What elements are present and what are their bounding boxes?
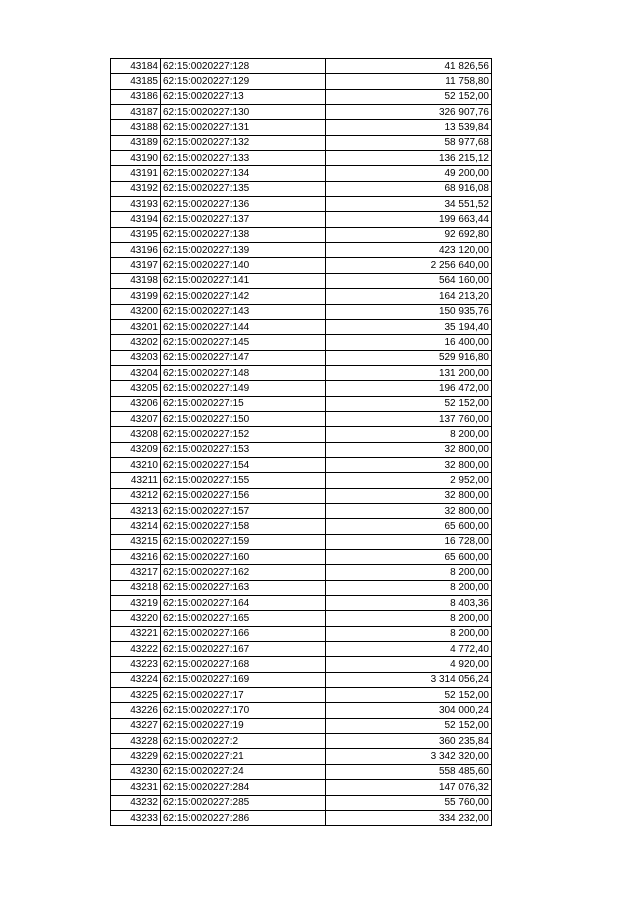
value-cell: 52 152,00 — [326, 718, 492, 733]
value-cell: 423 120,00 — [326, 243, 492, 258]
row-id-cell: 43203 — [111, 350, 161, 365]
value-cell: 4 920,00 — [326, 657, 492, 672]
table-row — [111, 780, 492, 795]
cadastral-number-cell: 62:15:0020227:131 — [161, 120, 326, 135]
row-id-cell: 43209 — [111, 442, 161, 457]
table-row — [111, 580, 492, 595]
row-id-cell: 43215 — [111, 534, 161, 549]
row-id-cell: 43210 — [111, 457, 161, 472]
value-cell: 49 200,00 — [326, 166, 492, 181]
row-id-cell: 43197 — [111, 258, 161, 273]
table-row — [111, 166, 492, 181]
value-cell: 52 152,00 — [326, 688, 492, 703]
row-id-cell: 43196 — [111, 243, 161, 258]
cadastral-number-cell: 62:15:0020227:135 — [161, 181, 326, 196]
row-id-cell: 43221 — [111, 626, 161, 641]
value-cell: 34 551,52 — [326, 197, 492, 212]
cadastral-number-cell: 62:15:0020227:165 — [161, 611, 326, 626]
table-row — [111, 657, 492, 672]
cadastral-number-cell: 62:15:0020227:24 — [161, 764, 326, 779]
value-cell: 3 314 056,24 — [326, 672, 492, 687]
value-cell: 3 342 320,00 — [326, 749, 492, 764]
value-cell: 558 485,60 — [326, 764, 492, 779]
table-row — [111, 335, 492, 350]
table-row — [111, 488, 492, 503]
table-row — [111, 135, 492, 150]
value-cell: 360 235,84 — [326, 734, 492, 749]
value-cell: 196 472,00 — [326, 381, 492, 396]
table-row — [111, 519, 492, 534]
row-id-cell: 43232 — [111, 795, 161, 810]
cadastral-number-cell: 62:15:0020227:144 — [161, 319, 326, 334]
row-id-cell: 43193 — [111, 197, 161, 212]
row-id-cell: 43187 — [111, 105, 161, 120]
row-id-cell: 43227 — [111, 718, 161, 733]
cadastral-number-cell: 62:15:0020227:138 — [161, 227, 326, 242]
table-row — [111, 427, 492, 442]
table-body — [111, 59, 492, 826]
cadastral-number-cell: 62:15:0020227:17 — [161, 688, 326, 703]
cadastral-number-cell: 62:15:0020227:164 — [161, 596, 326, 611]
row-id-cell: 43191 — [111, 166, 161, 181]
table-row — [111, 550, 492, 565]
cadastral-number-cell: 62:15:0020227:169 — [161, 672, 326, 687]
value-cell: 334 232,00 — [326, 810, 492, 825]
value-cell: 8 200,00 — [326, 427, 492, 442]
row-id-cell: 43190 — [111, 151, 161, 166]
row-id-cell: 43223 — [111, 657, 161, 672]
table-row — [111, 411, 492, 426]
row-id-cell: 43189 — [111, 135, 161, 150]
row-id-cell: 43219 — [111, 596, 161, 611]
table-row — [111, 749, 492, 764]
row-id-cell: 43216 — [111, 550, 161, 565]
value-cell: 150 935,76 — [326, 304, 492, 319]
value-cell: 147 076,32 — [326, 780, 492, 795]
row-id-cell: 43184 — [111, 59, 161, 74]
table-row — [111, 642, 492, 657]
table-row — [111, 59, 492, 74]
table-row — [111, 273, 492, 288]
cadastral-number-cell: 62:15:0020227:285 — [161, 795, 326, 810]
table-row — [111, 810, 492, 825]
table-row — [111, 396, 492, 411]
row-id-cell: 43222 — [111, 642, 161, 657]
row-id-cell: 43212 — [111, 488, 161, 503]
cadastral-number-cell: 62:15:0020227:19 — [161, 718, 326, 733]
value-cell: 8 200,00 — [326, 580, 492, 595]
row-id-cell: 43211 — [111, 473, 161, 488]
value-cell: 16 728,00 — [326, 534, 492, 549]
table-row — [111, 304, 492, 319]
table-row — [111, 365, 492, 380]
cadastral-number-cell: 62:15:0020227:159 — [161, 534, 326, 549]
value-cell: 58 977,68 — [326, 135, 492, 150]
row-id-cell: 43200 — [111, 304, 161, 319]
row-id-cell: 43220 — [111, 611, 161, 626]
table-row — [111, 319, 492, 334]
value-cell: 137 760,00 — [326, 411, 492, 426]
row-id-cell: 43214 — [111, 519, 161, 534]
cadastral-number-cell: 62:15:0020227:21 — [161, 749, 326, 764]
table-row — [111, 672, 492, 687]
row-id-cell: 43204 — [111, 365, 161, 380]
row-id-cell: 43230 — [111, 764, 161, 779]
cadastral-number-cell: 62:15:0020227:286 — [161, 810, 326, 825]
table-row — [111, 227, 492, 242]
table-row — [111, 503, 492, 518]
cadastral-number-cell: 62:15:0020227:162 — [161, 565, 326, 580]
row-id-cell: 43205 — [111, 381, 161, 396]
value-cell: 2 952,00 — [326, 473, 492, 488]
cadastral-number-cell: 62:15:0020227:167 — [161, 642, 326, 657]
value-cell: 8 200,00 — [326, 611, 492, 626]
value-cell: 326 907,76 — [326, 105, 492, 120]
table-row — [111, 243, 492, 258]
table-row — [111, 120, 492, 135]
table-row — [111, 611, 492, 626]
document-page — [110, 58, 492, 826]
value-cell: 32 800,00 — [326, 503, 492, 518]
cadastral-number-cell: 62:15:0020227:155 — [161, 473, 326, 488]
value-cell: 11 758,80 — [326, 74, 492, 89]
cadastral-number-cell: 62:15:0020227:152 — [161, 427, 326, 442]
value-cell: 55 760,00 — [326, 795, 492, 810]
table-row — [111, 74, 492, 89]
value-cell: 41 826,56 — [326, 59, 492, 74]
value-cell: 68 916,08 — [326, 181, 492, 196]
row-id-cell: 43208 — [111, 427, 161, 442]
table-row — [111, 181, 492, 196]
row-id-cell: 43225 — [111, 688, 161, 703]
cadastral-number-cell: 62:15:0020227:157 — [161, 503, 326, 518]
table-row — [111, 197, 492, 212]
row-id-cell: 43186 — [111, 89, 161, 104]
row-id-cell: 43195 — [111, 227, 161, 242]
value-cell: 164 213,20 — [326, 289, 492, 304]
value-cell: 13 539,84 — [326, 120, 492, 135]
row-id-cell: 43229 — [111, 749, 161, 764]
table-row — [111, 258, 492, 273]
table-row — [111, 381, 492, 396]
value-cell: 16 400,00 — [326, 335, 492, 350]
value-cell: 2 256 640,00 — [326, 258, 492, 273]
row-id-cell: 43194 — [111, 212, 161, 227]
cadastral-number-cell: 62:15:0020227:284 — [161, 780, 326, 795]
value-cell: 529 916,80 — [326, 350, 492, 365]
row-id-cell: 43224 — [111, 672, 161, 687]
table-row — [111, 473, 492, 488]
table-row — [111, 626, 492, 641]
table-row — [111, 565, 492, 580]
row-id-cell: 43201 — [111, 319, 161, 334]
row-id-cell: 43233 — [111, 810, 161, 825]
cadastral-number-cell: 62:15:0020227:130 — [161, 105, 326, 120]
table-row — [111, 718, 492, 733]
cadastral-number-cell: 62:15:0020227:154 — [161, 457, 326, 472]
table-row — [111, 534, 492, 549]
value-cell: 8 200,00 — [326, 565, 492, 580]
row-id-cell: 43207 — [111, 411, 161, 426]
cadastral-number-cell: 62:15:0020227:133 — [161, 151, 326, 166]
cadastral-value-table — [110, 58, 492, 826]
cadastral-number-cell: 62:15:0020227:168 — [161, 657, 326, 672]
row-id-cell: 43199 — [111, 289, 161, 304]
cadastral-number-cell: 62:15:0020227:160 — [161, 550, 326, 565]
table-row — [111, 289, 492, 304]
cadastral-number-cell: 62:15:0020227:147 — [161, 350, 326, 365]
cadastral-number-cell: 62:15:0020227:132 — [161, 135, 326, 150]
table-row — [111, 105, 492, 120]
value-cell: 35 194,40 — [326, 319, 492, 334]
table-row — [111, 703, 492, 718]
cadastral-number-cell: 62:15:0020227:13 — [161, 89, 326, 104]
cadastral-number-cell: 62:15:0020227:139 — [161, 243, 326, 258]
cadastral-number-cell: 62:15:0020227:156 — [161, 488, 326, 503]
table-row — [111, 89, 492, 104]
table-row — [111, 350, 492, 365]
value-cell: 52 152,00 — [326, 396, 492, 411]
row-id-cell: 43192 — [111, 181, 161, 196]
cadastral-number-cell: 62:15:0020227:163 — [161, 580, 326, 595]
cadastral-number-cell: 62:15:0020227:128 — [161, 59, 326, 74]
table-row — [111, 457, 492, 472]
cadastral-number-cell: 62:15:0020227:136 — [161, 197, 326, 212]
cadastral-number-cell: 62:15:0020227:140 — [161, 258, 326, 273]
cadastral-number-cell: 62:15:0020227:148 — [161, 365, 326, 380]
cadastral-number-cell: 62:15:0020227:166 — [161, 626, 326, 641]
value-cell: 65 600,00 — [326, 519, 492, 534]
row-id-cell: 43213 — [111, 503, 161, 518]
cadastral-number-cell: 62:15:0020227:137 — [161, 212, 326, 227]
cadastral-number-cell: 62:15:0020227:158 — [161, 519, 326, 534]
row-id-cell: 43217 — [111, 565, 161, 580]
table-row — [111, 764, 492, 779]
cadastral-number-cell: 62:15:0020227:134 — [161, 166, 326, 181]
cadastral-number-cell: 62:15:0020227:2 — [161, 734, 326, 749]
cadastral-number-cell: 62:15:0020227:153 — [161, 442, 326, 457]
cadastral-number-cell: 62:15:0020227:129 — [161, 74, 326, 89]
table-row — [111, 212, 492, 227]
table-row — [111, 442, 492, 457]
cadastral-number-cell: 62:15:0020227:149 — [161, 381, 326, 396]
cadastral-number-cell: 62:15:0020227:150 — [161, 411, 326, 426]
row-id-cell: 43231 — [111, 780, 161, 795]
row-id-cell: 43198 — [111, 273, 161, 288]
value-cell: 136 215,12 — [326, 151, 492, 166]
row-id-cell: 43206 — [111, 396, 161, 411]
value-cell: 8 200,00 — [326, 626, 492, 641]
cadastral-number-cell: 62:15:0020227:141 — [161, 273, 326, 288]
value-cell: 32 800,00 — [326, 457, 492, 472]
row-id-cell: 43185 — [111, 74, 161, 89]
cadastral-number-cell: 62:15:0020227:15 — [161, 396, 326, 411]
row-id-cell: 43202 — [111, 335, 161, 350]
table-row — [111, 688, 492, 703]
value-cell: 304 000,24 — [326, 703, 492, 718]
row-id-cell: 43218 — [111, 580, 161, 595]
value-cell: 199 663,44 — [326, 212, 492, 227]
value-cell: 564 160,00 — [326, 273, 492, 288]
value-cell: 92 692,80 — [326, 227, 492, 242]
row-id-cell: 43226 — [111, 703, 161, 718]
value-cell: 52 152,00 — [326, 89, 492, 104]
row-id-cell: 43228 — [111, 734, 161, 749]
row-id-cell: 43188 — [111, 120, 161, 135]
cadastral-number-cell: 62:15:0020227:143 — [161, 304, 326, 319]
cadastral-number-cell: 62:15:0020227:170 — [161, 703, 326, 718]
value-cell: 8 403,36 — [326, 596, 492, 611]
cadastral-number-cell: 62:15:0020227:142 — [161, 289, 326, 304]
value-cell: 32 800,00 — [326, 442, 492, 457]
value-cell: 32 800,00 — [326, 488, 492, 503]
table-row — [111, 734, 492, 749]
table-row — [111, 596, 492, 611]
cadastral-number-cell: 62:15:0020227:145 — [161, 335, 326, 350]
value-cell: 65 600,00 — [326, 550, 492, 565]
value-cell: 131 200,00 — [326, 365, 492, 380]
table-row — [111, 795, 492, 810]
table-row — [111, 151, 492, 166]
value-cell: 4 772,40 — [326, 642, 492, 657]
